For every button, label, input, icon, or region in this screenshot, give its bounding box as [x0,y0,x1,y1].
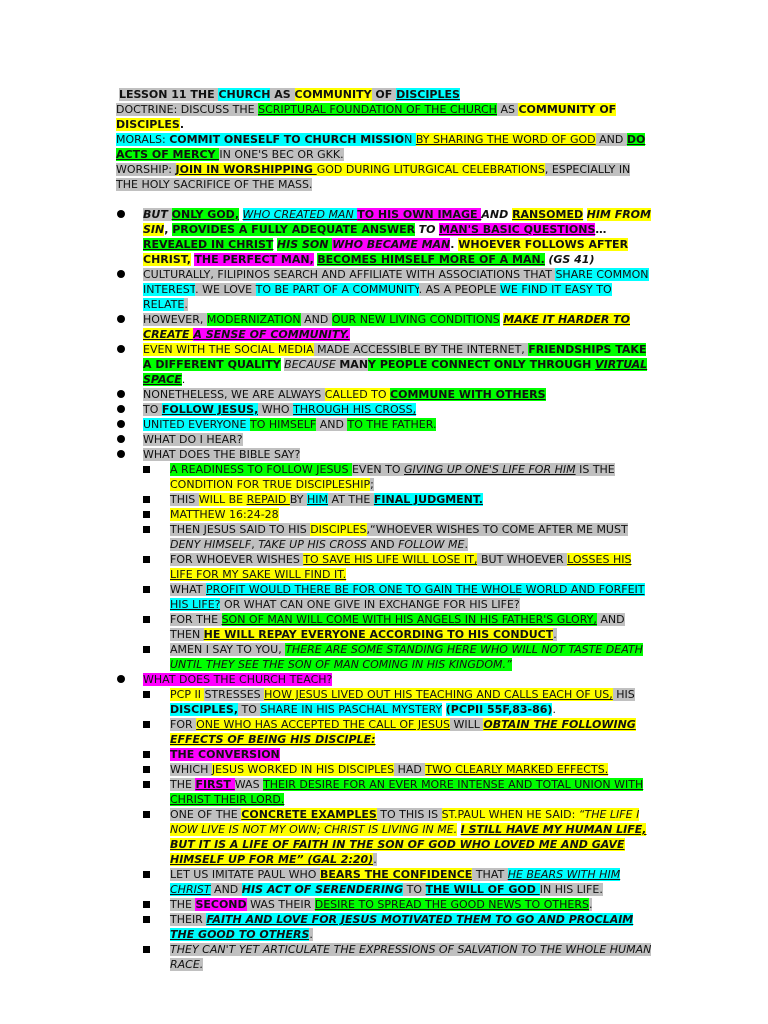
text-run: DO ACTS OF MERCY [116,133,646,161]
text-run: DOCTRINE: DISCUSS THE [116,103,259,116]
text-run: JESUS WORKED IN HIS DISCIPLES [211,763,395,776]
text-run: UNITED EVERYONE [143,418,250,431]
text-run: TWO CLEARLY MARKED EFFECTS. [425,763,609,776]
text-run: NONETHELESS, WE ARE ALWAYS [143,388,325,401]
text-run: TO HIS OWN IMAGE [357,208,482,221]
text-run: COMMIT ONESELF TO CHURCH MISSIO [169,133,405,146]
line-text [170,943,651,971]
text-run: WHOEVER FOLLOWS AFTER CHRIST, [143,238,629,266]
text-run: WE FIND IT EASY TO RELATE [143,283,612,311]
text-run: IN HIS LIFE. [539,883,603,896]
sub-bullet-item [116,552,654,582]
bullet-square-icon [143,871,150,878]
text-run: WHAT DO I HEAR? [143,433,243,446]
text-run: SHARE COMMON INTEREST [143,268,649,296]
text-run: EVEN TO [351,463,404,476]
line-text [170,898,592,911]
text-run: LESSON 11 THE [119,88,219,101]
text-run: ONLY GOD, [171,208,239,221]
line-text [170,718,636,746]
text-run: DENY HIMSELF [170,538,252,551]
text-run: BUT [143,208,172,221]
text-run: WORSHIP: [116,163,176,176]
text-run: AND [366,538,399,551]
bullet-square-icon [143,586,150,593]
text-run: EVEN WITH THE [143,343,235,356]
text-run: AND [481,208,513,221]
text-run: AS [496,103,519,116]
sub-bullet-item [116,687,654,717]
line-text [170,508,279,521]
line-text [170,463,615,491]
sub-bullet-item [116,867,654,897]
text-run: MATTHEW 16:24-28 [170,508,279,521]
bullet-dot-icon [117,315,125,323]
text-run: . [179,118,185,131]
text-run: HOWEVER, [143,313,207,326]
text-run: HE BEARS WITH HIM CHRIST [170,868,621,896]
text-run: FOR THE [170,613,222,626]
bullet-square-icon [143,556,150,563]
line-text [143,313,630,341]
text-run: HIM [307,493,329,506]
text-run: FOLLOW JESUS, [161,403,259,416]
text-run: MAN [339,358,369,371]
text-run: AND THEN [170,613,625,641]
text-run: IS THE [575,463,615,476]
text-run: BUT WHOEVER [477,553,568,566]
line-text [143,673,332,686]
line-text [170,583,645,611]
text-run: COMMUNITY [294,88,372,101]
text-run: . [181,373,186,386]
line-text [170,778,643,806]
line-text [170,493,483,506]
text-run: TO [403,883,426,896]
text-run: . [373,853,377,866]
sub-bullet-item [116,582,654,612]
line-text [170,523,628,551]
text-run: BECAUSE [284,358,340,371]
paragraph [116,102,654,132]
text-run: N [404,133,416,146]
text-run: SON OF MAN WILL COME WITH HIS ANGELS IN HIS FATHER'S GLORY, [221,613,597,626]
bullet-dot-icon [117,390,125,398]
text-run: . [450,238,459,251]
text-run: WILL [450,718,484,731]
text-run: COMMUNE WITH OTHERS [390,388,546,401]
bullet-square-icon [143,811,150,818]
bullet-square-icon [143,511,150,518]
text-run: LET US IMITATE PAUL WHO [170,868,320,881]
bullet-item [116,402,654,417]
text-run: MADE ACCESSIBLE BY THE INTERNET, [313,343,529,356]
text-run: THERE ARE SOME STANDING HERE WHO WILL NOT TASTE DEATH UNTIL THEY SEE THE SON OF MAN COMING IN HIS KINGDOM.” [170,643,643,671]
text-run: TO [238,703,261,716]
text-run: ONE WHO HAS ACCEPTED THE CALL OF JESUS [196,718,451,731]
text-run: TO HIMSELF [249,418,317,431]
bullet-square-icon [143,496,150,503]
text-run: THE WILL OF GOD [425,883,540,896]
text-run: WHAT DOES THE CHURCH TEACH? [143,673,333,686]
bullet-item [116,447,654,462]
text-run: . AS A PEOPLE [418,283,501,296]
bullet-square-icon [143,916,150,923]
bullet-square-icon [143,616,150,623]
text-run: HIS ACT OF SERENDERING [241,883,404,896]
sub-bullet-item [116,762,654,777]
bullet-square-icon [143,691,150,698]
text-run: REVEALED IN CHRIST [143,238,274,251]
text-run: AT THE [328,493,374,506]
bullet-item [116,387,654,402]
text-run: WHO CREATED MAN [242,208,358,221]
text-run: A SENSE OF COMMUNITY. [193,328,350,341]
line-text [143,448,300,461]
line-text [170,808,646,866]
text-run: THEIR DESIRE FOR AN EVER MORE INTENSE AND TOTAL UNION WITH CHRIST THEIR LORD. [170,778,644,806]
sub-bullet-item [116,642,654,672]
text-run: . [184,298,188,311]
bullet-square-icon [143,721,150,728]
bullet-item [116,312,654,342]
text-run: AND [300,313,332,326]
text-run: WHICH [170,763,212,776]
text-run: HOW JESUS LIVED OUT HIS TEACHING AND CALLS EACH OF US, [264,688,613,701]
text-run: . WE LOVE [195,283,256,296]
text-run: CONCRETE EXAMPLES [241,808,377,821]
text-run: ,“WHOEVER WISHES TO COME AFTER ME MUST [366,523,628,536]
sub-bullet-item [116,807,654,867]
bullet-dot-icon [117,675,125,683]
text-run: HIS SON [276,238,333,251]
sub-bullet-item [116,612,654,642]
line-text [119,88,460,101]
text-run: BEARS THE CONFIDENCE [319,868,473,881]
bullet-dot-icon [117,345,125,353]
sub-bullet-item [116,897,654,912]
paragraph [116,132,654,162]
bullet-dot-icon [117,210,125,218]
text-run: THEY CAN'T YET ARTICULATE THE EXPRESSIONS OF SALVATION TO THE WHOLE HUMAN RACE. [170,943,652,971]
sub-bullet-item [116,492,654,507]
line-text [143,433,243,446]
text-run: HE WILL REPAY EVERYONE ACCORDING TO HIS CONDUCT [203,628,554,641]
bullet-item [116,342,654,387]
lesson-title [119,87,654,102]
text-run: A READINESS TO FOLLOW JESUS [170,463,352,476]
text-run: … [595,223,607,236]
bullet-dot-icon [117,435,125,443]
bullet-item [116,207,654,267]
bullet-square-icon [143,646,150,653]
text-run: FIRST [195,778,235,791]
text-run: REPAID [246,493,290,506]
text-run: GIVING UP ONE'S LIFE FOR HIM [404,463,576,476]
line-text [170,613,625,641]
bullet-square-icon [143,781,150,788]
text-run: WHAT DOES THE BIBLE SAY? [143,448,301,461]
text-run: (GS 41) [548,253,595,266]
bullet-square-icon [143,466,150,473]
text-run: SCRIPTURAL FOUNDATION OF THE CHURCH [258,103,497,116]
sub-bullet-item [116,462,654,492]
sub-bullet-item [116,507,654,522]
text-run: LOSSES HIS LIFE FOR MY SAKE WILL FIND IT. [170,553,632,581]
bullet-dot-icon [117,405,125,413]
bullet-square-icon [143,946,150,953]
bullet-square-icon [143,751,150,758]
bullet-dot-icon [117,420,125,428]
text-run: JOIN IN WORSHIPPING [175,163,317,176]
line-text [116,103,616,131]
text-run: SECOND [195,898,247,911]
text-run: THAT [472,868,508,881]
text-run: DISCIPLES [396,88,460,101]
text-run: FINAL JUDGMENT. [373,493,483,506]
text-run: TO HIS [265,523,311,536]
text-run [239,208,243,221]
text-run: THE [170,898,196,911]
text-run: COMMUNITY OF DISCIPLES [116,103,617,131]
text-run: . [552,703,556,716]
bullet-dot-icon [117,270,125,278]
paragraph [116,162,654,192]
text-run: MAKE IT HARDER TO CREATE [143,313,630,341]
text-run: MORALS: [116,133,170,146]
text-run: SOCIAL MEDIA [234,343,314,356]
text-run: ONE OF THE [170,808,242,821]
text-run: AND [595,133,627,146]
text-run: CULTURALLY, FILIPINOS SEARCH AND AFFILIATE WITH ASSOCIATIONS THAT [143,268,556,281]
text-run: TO THIS IS [376,808,442,821]
text-run: THE [170,778,196,791]
line-text [170,688,635,716]
bullet-item [116,417,654,432]
text-run: . [309,928,313,941]
bullet-item [116,267,654,312]
text-run: BECOMES HIMSELF MORE OF A MAN. [317,253,545,266]
line-text [143,208,651,266]
text-run: TO BE PART OF A COMMUNITY [255,283,419,296]
text-run: Y PEOPLE CONNECT ONLY THROUGH [368,358,596,371]
line-text [143,418,436,431]
text-run: THEN [170,523,204,536]
text-run: HAD [394,763,426,776]
text-run: WAS [234,778,264,791]
text-run: WHAT [170,583,207,596]
text-run: BY [289,493,308,506]
text-run: CHURCH [218,88,271,101]
line-text [170,553,631,581]
line-text [170,763,608,776]
text-run: THE CONVERSION [170,748,280,761]
text-run: DISCIPLES [310,523,367,536]
text-run: STRESSES [204,688,265,701]
line-text [170,643,643,671]
text-run: , [164,223,173,236]
text-run: RANSOMED [512,208,584,221]
text-run: . [588,898,593,911]
text-run: ST.PAUL WHEN HE SAID: [441,808,579,821]
text-run: “THE LIFE I NOW LIVE IS NOT MY OWN; CHRIST IS LIVING IN ME. [170,808,640,836]
text-run: , [251,538,259,551]
text-run: TO [143,403,162,416]
text-run: ; [370,478,374,491]
sub-bullet-item [116,522,654,552]
text-run: WHO [258,403,294,416]
text-run: OR WHAT CAN ONE GIVE IN EXCHANGE FOR HIS LIFE? [220,598,520,611]
text-run: WAS THEIR [246,898,315,911]
text-run: AND [316,418,348,431]
sub-bullet-item [116,912,654,942]
text-run: (PCPII 55F,83-86) [445,703,553,716]
line-text [116,163,630,191]
text-run: MAN'S BASIC QUESTIONS [438,223,596,236]
text-run: FAITH AND LOVE FOR JESUS MOTIVATED THEM TO GO AND PROCLAIM THE GOOD TO OTHERS [170,913,634,941]
text-run: PROFIT WOULD THERE BE FOR ONE TO GAIN THE WHOLE WORLD AND FORFEIT HIS LIFE? [170,583,645,611]
text-run: WILL BE [198,493,247,506]
text-run: HIM FROM SIN [143,208,651,236]
text-run: . [553,628,557,641]
text-run: PROVIDES A FULLY ADEQUATE ANSWER [172,223,416,236]
text-run: THIS [170,493,199,506]
line-text [143,268,649,311]
text-run: THROUGH HIS CROSS, [293,403,417,416]
text-run: AS [270,88,295,101]
text-run: THE PERFECT MAN, [194,253,314,266]
text-run: JESUS SAID [203,523,266,536]
sub-bullet-item [116,717,654,747]
text-run: AND [210,883,242,896]
text-run: CONDITION FOR TRUE DISCIPLESHIP [170,478,371,491]
blank-line [116,192,654,207]
bullet-item [116,672,654,687]
text-run: THEIR [170,913,207,926]
text-run: . [464,538,468,551]
text-run: SHARE IN HIS PASCHAL MYSTERY [260,703,443,716]
text-run: GOD DURING LITURGICAL CELEBRATIONS [316,163,545,176]
line-text [143,403,416,416]
text-run: MODERNIZATION [206,313,301,326]
text-run: AMEN I SAY TO YOU, [170,643,286,656]
text-run: I STILL HAVE MY HUMAN LIFE, BUT IT IS A LIFE OF FAITH IN THE SON OF GOD WHO LOVED ME AND GAVE HIMSELF UP FOR ME” (GAL 2:20) [170,823,647,866]
line-text [143,388,546,401]
text-run: TO THE FATHER. [347,418,437,431]
text-run: FOR WHOEVER WISHES [170,553,304,566]
bullet-square-icon [143,766,150,773]
text-run: HIS [612,688,635,701]
bullet-square-icon [143,901,150,908]
text-run: DISCIPLES, [170,703,238,716]
bullet-dot-icon [117,450,125,458]
sub-bullet-item [116,747,654,762]
text-run: PCP II [170,688,205,701]
bullet-item [116,432,654,447]
text-run: VIRTUAL SPACE [143,358,648,386]
line-text [170,913,633,941]
text-run: TO SAVE HIS LIFE WILL LOSE IT, [303,553,478,566]
text-run: FOR [170,718,197,731]
text-run: FOLLOW ME [398,538,465,551]
sub-bullet-item [116,942,654,972]
text-run: BY SHARING THE WORD OF GOD [415,133,596,146]
line-text [143,343,647,386]
sub-bullet-item [116,777,654,807]
line-text [116,133,645,161]
text-run: OUR NEW LIVING CONDITIONS [331,313,500,326]
text-run: CALLED TO [324,388,391,401]
line-text [170,748,280,761]
text-run: OBTAIN THE FOLLOWING EFFECTS OF BEING HIS DISCIPLE: [170,718,636,746]
text-run: OF [371,88,397,101]
text-run: IN ONE'S BEC OR GKK. [219,148,344,161]
text-run: FRIENDSHIPS TAKE A DIFFERENT QUALITY [143,343,647,371]
text-run: TO [418,223,436,236]
lesson-content [116,87,654,972]
text-run: , ESPECIALLY IN THE HOLY SACRIFICE OF THE MASS. [116,163,631,191]
text-run: WHO BECAME MAN [332,238,451,251]
line-text [170,868,620,896]
text-run: TAKE UP HIS CROSS [258,538,367,551]
bullet-square-icon [143,526,150,533]
text-run: DESIRE TO SPREAD THE GOOD NEWS TO OTHERS [314,898,589,911]
